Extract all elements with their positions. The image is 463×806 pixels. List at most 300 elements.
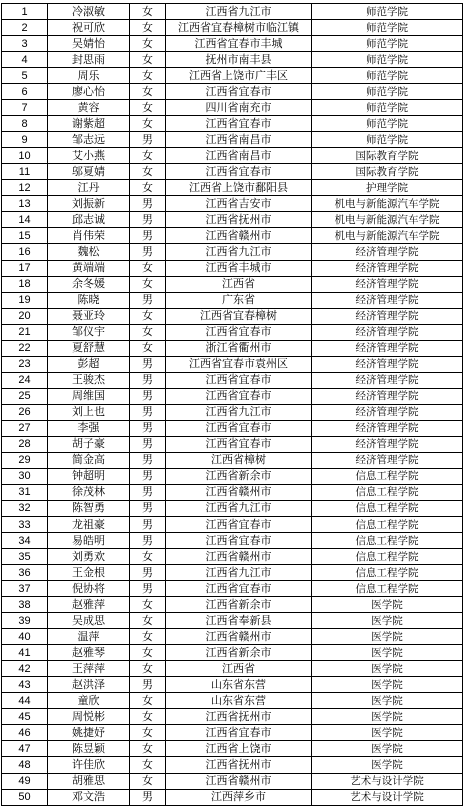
table-row <box>2 420 463 436</box>
table-row <box>2 308 463 324</box>
origin-cell: 江西省抚州市 <box>166 757 312 773</box>
origin-cell: 江西省宜春市 <box>166 388 312 404</box>
gender-cell: 女 <box>130 741 166 757</box>
name-cell: 邹志远 <box>48 132 130 148</box>
gender-cell: 女 <box>130 597 166 613</box>
row-number-cell: 17 <box>2 260 48 276</box>
row-number-cell: 24 <box>2 372 48 388</box>
name-cell: 艾小燕 <box>48 148 130 164</box>
name-cell: 邹仪宇 <box>48 324 130 340</box>
row-number-cell: 40 <box>2 629 48 645</box>
table-body <box>2 4 463 806</box>
table-row <box>2 741 463 757</box>
college-cell: 经济管理学院 <box>312 260 463 276</box>
table-row <box>2 372 463 388</box>
gender-cell: 男 <box>130 581 166 597</box>
gender-cell: 男 <box>130 372 166 388</box>
table-row <box>2 68 463 84</box>
gender-cell: 男 <box>130 468 166 484</box>
row-number-cell: 32 <box>2 500 48 516</box>
origin-cell: 江西省新余市 <box>166 597 312 613</box>
origin-cell: 江西省樟树 <box>166 452 312 468</box>
origin-cell: 江西省南昌市 <box>166 148 312 164</box>
table-row <box>2 452 463 468</box>
name-cell: 许佳欣 <box>48 757 130 773</box>
name-cell: 谢紫超 <box>48 116 130 132</box>
origin-cell: 江西省 <box>166 276 312 292</box>
gender-cell: 女 <box>130 52 166 68</box>
origin-cell: 江西省赣州市 <box>166 228 312 244</box>
gender-cell: 女 <box>130 661 166 677</box>
row-number-cell: 49 <box>2 773 48 789</box>
name-cell: 赵洪泽 <box>48 677 130 693</box>
row-number-cell: 10 <box>2 148 48 164</box>
gender-cell: 女 <box>130 773 166 789</box>
name-cell: 黄容 <box>48 100 130 116</box>
row-number-cell: 38 <box>2 597 48 613</box>
college-cell: 经济管理学院 <box>312 372 463 388</box>
gender-cell: 女 <box>130 164 166 180</box>
table-row <box>2 565 463 581</box>
college-cell: 信息工程学院 <box>312 581 463 597</box>
college-cell: 艺术与设计学院 <box>312 789 463 805</box>
name-cell: 李强 <box>48 420 130 436</box>
row-number-cell: 2 <box>2 20 48 36</box>
name-cell: 温萍 <box>48 629 130 645</box>
origin-cell: 江西省 <box>166 661 312 677</box>
gender-cell: 女 <box>130 276 166 292</box>
table-row <box>2 132 463 148</box>
name-cell: 陈昱颖 <box>48 741 130 757</box>
college-cell: 经济管理学院 <box>312 356 463 372</box>
row-number-cell: 33 <box>2 517 48 533</box>
name-cell: 邬夏婧 <box>48 164 130 180</box>
gender-cell: 女 <box>130 340 166 356</box>
college-cell: 医学院 <box>312 725 463 741</box>
table-row <box>2 100 463 116</box>
row-number-cell: 4 <box>2 52 48 68</box>
origin-cell: 江西省宜春市 <box>166 725 312 741</box>
name-cell: 邓文浩 <box>48 789 130 805</box>
row-number-cell: 28 <box>2 436 48 452</box>
origin-cell: 江西省宜春樟树 <box>166 308 312 324</box>
gender-cell: 男 <box>130 789 166 805</box>
origin-cell: 江西省宜春市 <box>166 372 312 388</box>
gender-cell: 女 <box>130 725 166 741</box>
row-number-cell: 47 <box>2 741 48 757</box>
table-row <box>2 228 463 244</box>
college-cell: 医学院 <box>312 661 463 677</box>
row-number-cell: 30 <box>2 468 48 484</box>
row-number-cell: 18 <box>2 276 48 292</box>
origin-cell: 江西省抚州市 <box>166 212 312 228</box>
college-cell: 信息工程学院 <box>312 549 463 565</box>
college-cell: 机电与新能源汽车学院 <box>312 212 463 228</box>
table-row <box>2 36 463 52</box>
table-row <box>2 677 463 693</box>
gender-cell: 男 <box>130 420 166 436</box>
name-cell: 肖伟荣 <box>48 228 130 244</box>
gender-cell: 女 <box>130 709 166 725</box>
college-cell: 医学院 <box>312 741 463 757</box>
table-row <box>2 180 463 196</box>
gender-cell: 女 <box>130 260 166 276</box>
college-cell: 师范学院 <box>312 132 463 148</box>
college-cell: 经济管理学院 <box>312 244 463 260</box>
row-number-cell: 34 <box>2 533 48 549</box>
college-cell: 艺术与设计学院 <box>312 773 463 789</box>
origin-cell: 山东省东营 <box>166 677 312 693</box>
college-cell: 机电与新能源汽车学院 <box>312 196 463 212</box>
gender-cell: 男 <box>130 404 166 420</box>
origin-cell: 江西省新余市 <box>166 468 312 484</box>
name-cell: 周悦彬 <box>48 709 130 725</box>
table-row <box>2 292 463 308</box>
gender-cell: 男 <box>130 533 166 549</box>
table-row <box>2 148 463 164</box>
origin-cell: 江西省赣州市 <box>166 773 312 789</box>
college-cell: 师范学院 <box>312 116 463 132</box>
college-cell: 经济管理学院 <box>312 404 463 420</box>
row-number-cell: 11 <box>2 164 48 180</box>
row-number-cell: 23 <box>2 356 48 372</box>
college-cell: 信息工程学院 <box>312 565 463 581</box>
gender-cell: 男 <box>130 677 166 693</box>
row-number-cell: 27 <box>2 420 48 436</box>
row-number-cell: 3 <box>2 36 48 52</box>
row-number-cell: 37 <box>2 581 48 597</box>
gender-cell: 女 <box>130 308 166 324</box>
table-row <box>2 597 463 613</box>
origin-cell: 江西省赣州市 <box>166 629 312 645</box>
college-cell: 经济管理学院 <box>312 276 463 292</box>
gender-cell: 男 <box>130 132 166 148</box>
gender-cell: 女 <box>130 68 166 84</box>
name-cell: 简金高 <box>48 452 130 468</box>
row-number-cell: 26 <box>2 404 48 420</box>
table-row <box>2 52 463 68</box>
table-row <box>2 757 463 773</box>
name-cell: 王金根 <box>48 565 130 581</box>
origin-cell: 江西省宜春市 <box>166 581 312 597</box>
name-cell: 胡子豪 <box>48 436 130 452</box>
origin-cell: 江西省上饶市广丰区 <box>166 68 312 84</box>
name-cell: 童欣 <box>48 693 130 709</box>
row-number-cell: 8 <box>2 116 48 132</box>
gender-cell: 男 <box>130 356 166 372</box>
row-number-cell: 42 <box>2 661 48 677</box>
origin-cell: 江西省丰城市 <box>166 260 312 276</box>
origin-cell: 江西省九江市 <box>166 4 312 20</box>
name-cell: 倪协将 <box>48 581 130 597</box>
name-cell: 刘振新 <box>48 196 130 212</box>
name-cell: 钟超明 <box>48 468 130 484</box>
gender-cell: 男 <box>130 388 166 404</box>
table-row <box>2 404 463 420</box>
gender-cell: 男 <box>130 196 166 212</box>
row-number-cell: 14 <box>2 212 48 228</box>
college-cell: 国际教育学院 <box>312 164 463 180</box>
gender-cell: 女 <box>130 180 166 196</box>
college-cell: 师范学院 <box>312 68 463 84</box>
college-cell: 信息工程学院 <box>312 517 463 533</box>
name-cell: 彭超 <box>48 356 130 372</box>
table-row <box>2 773 463 789</box>
origin-cell: 江西省上饶市鄱阳县 <box>166 180 312 196</box>
origin-cell: 江西省奉新县 <box>166 613 312 629</box>
college-cell: 信息工程学院 <box>312 484 463 500</box>
row-number-cell: 31 <box>2 484 48 500</box>
college-cell: 国际教育学院 <box>312 148 463 164</box>
name-cell: 刘勇欢 <box>48 549 130 565</box>
row-number-cell: 29 <box>2 452 48 468</box>
gender-cell: 男 <box>130 517 166 533</box>
table-row <box>2 693 463 709</box>
name-cell: 胡雅思 <box>48 773 130 789</box>
row-number-cell: 16 <box>2 244 48 260</box>
row-number-cell: 21 <box>2 324 48 340</box>
row-number-cell: 5 <box>2 68 48 84</box>
college-cell: 医学院 <box>312 693 463 709</box>
college-cell: 师范学院 <box>312 84 463 100</box>
name-cell: 赵雅萍 <box>48 597 130 613</box>
gender-cell: 男 <box>130 484 166 500</box>
gender-cell: 女 <box>130 629 166 645</box>
row-number-cell: 46 <box>2 725 48 741</box>
table-row <box>2 517 463 533</box>
college-cell: 医学院 <box>312 613 463 629</box>
row-number-cell: 50 <box>2 789 48 805</box>
college-cell: 师范学院 <box>312 100 463 116</box>
origin-cell: 江西省宜春市 <box>166 324 312 340</box>
gender-cell: 男 <box>130 500 166 516</box>
row-number-cell: 19 <box>2 292 48 308</box>
name-cell: 姚捷妤 <box>48 725 130 741</box>
college-cell: 医学院 <box>312 677 463 693</box>
gender-cell: 男 <box>130 436 166 452</box>
row-number-cell: 9 <box>2 132 48 148</box>
table-row <box>2 196 463 212</box>
row-number-cell: 43 <box>2 677 48 693</box>
row-number-cell: 45 <box>2 709 48 725</box>
row-number-cell: 15 <box>2 228 48 244</box>
origin-cell: 江西省宜春市 <box>166 436 312 452</box>
table-row <box>2 388 463 404</box>
table-row <box>2 468 463 484</box>
table-row <box>2 340 463 356</box>
origin-cell: 江西省九江市 <box>166 244 312 260</box>
gender-cell: 男 <box>130 228 166 244</box>
college-cell: 信息工程学院 <box>312 533 463 549</box>
name-cell: 陈智勇 <box>48 500 130 516</box>
gender-cell: 女 <box>130 613 166 629</box>
name-cell: 赵雅琴 <box>48 645 130 661</box>
table-row <box>2 356 463 372</box>
college-cell: 医学院 <box>312 757 463 773</box>
gender-cell: 女 <box>130 757 166 773</box>
gender-cell: 女 <box>130 84 166 100</box>
table-row <box>2 629 463 645</box>
name-cell: 江丹 <box>48 180 130 196</box>
table-row <box>2 260 463 276</box>
table-row <box>2 645 463 661</box>
gender-cell: 男 <box>130 292 166 308</box>
name-cell: 刘上也 <box>48 404 130 420</box>
name-cell: 吴婧怡 <box>48 36 130 52</box>
college-cell: 师范学院 <box>312 4 463 20</box>
name-cell: 王萍萍 <box>48 661 130 677</box>
college-cell: 机电与新能源汽车学院 <box>312 228 463 244</box>
college-cell: 师范学院 <box>312 52 463 68</box>
student-roster-table <box>1 3 463 806</box>
college-cell: 经济管理学院 <box>312 340 463 356</box>
origin-cell: 江西省新余市 <box>166 645 312 661</box>
college-cell: 师范学院 <box>312 36 463 52</box>
college-cell: 信息工程学院 <box>312 500 463 516</box>
table-row <box>2 661 463 677</box>
name-cell: 冷淑敏 <box>48 4 130 20</box>
origin-cell: 江西省宜春市 <box>166 517 312 533</box>
college-cell: 经济管理学院 <box>312 436 463 452</box>
origin-cell: 江西省宜春市 <box>166 164 312 180</box>
name-cell: 夏舒慧 <box>48 340 130 356</box>
name-cell: 龙祖豪 <box>48 517 130 533</box>
table-row <box>2 549 463 565</box>
college-cell: 师范学院 <box>312 20 463 36</box>
table-row <box>2 276 463 292</box>
row-number-cell: 7 <box>2 100 48 116</box>
table-row <box>2 244 463 260</box>
row-number-cell: 22 <box>2 340 48 356</box>
table-row <box>2 500 463 516</box>
table-row <box>2 789 463 805</box>
gender-cell: 男 <box>130 212 166 228</box>
origin-cell: 江西省宜春市 <box>166 533 312 549</box>
gender-cell: 女 <box>130 20 166 36</box>
college-cell: 护理学院 <box>312 180 463 196</box>
name-cell: 余冬媛 <box>48 276 130 292</box>
origin-cell: 江西省上饶市 <box>166 741 312 757</box>
college-cell: 经济管理学院 <box>312 324 463 340</box>
name-cell: 邱志诚 <box>48 212 130 228</box>
table-row <box>2 484 463 500</box>
table-row <box>2 116 463 132</box>
row-number-cell: 20 <box>2 308 48 324</box>
table-row <box>2 164 463 180</box>
gender-cell: 男 <box>130 452 166 468</box>
college-cell: 经济管理学院 <box>312 308 463 324</box>
origin-cell: 广东省 <box>166 292 312 308</box>
table-row <box>2 613 463 629</box>
gender-cell: 女 <box>130 116 166 132</box>
row-number-cell: 48 <box>2 757 48 773</box>
origin-cell: 江西省南昌市 <box>166 132 312 148</box>
origin-cell: 江西省宜春市 <box>166 420 312 436</box>
row-number-cell: 44 <box>2 693 48 709</box>
row-number-cell: 39 <box>2 613 48 629</box>
name-cell: 黄端端 <box>48 260 130 276</box>
origin-cell: 江西省九江市 <box>166 404 312 420</box>
gender-cell: 男 <box>130 244 166 260</box>
origin-cell: 江西省九江市 <box>166 565 312 581</box>
college-cell: 信息工程学院 <box>312 468 463 484</box>
name-cell: 易皓明 <box>48 533 130 549</box>
gender-cell: 女 <box>130 324 166 340</box>
college-cell: 经济管理学院 <box>312 452 463 468</box>
origin-cell: 江西省吉安市 <box>166 196 312 212</box>
origin-cell: 江西省宜春市 <box>166 116 312 132</box>
gender-cell: 女 <box>130 148 166 164</box>
name-cell: 王骏杰 <box>48 372 130 388</box>
origin-cell: 江西省抚州市 <box>166 709 312 725</box>
college-cell: 医学院 <box>312 709 463 725</box>
origin-cell: 江西省宜春市丰城 <box>166 36 312 52</box>
name-cell: 周维国 <box>48 388 130 404</box>
row-number-cell: 25 <box>2 388 48 404</box>
name-cell: 聂亚玲 <box>48 308 130 324</box>
row-number-cell: 6 <box>2 84 48 100</box>
college-cell: 医学院 <box>312 645 463 661</box>
college-cell: 经济管理学院 <box>312 420 463 436</box>
name-cell: 吴成思 <box>48 613 130 629</box>
gender-cell: 女 <box>130 645 166 661</box>
gender-cell: 女 <box>130 693 166 709</box>
table-row <box>2 20 463 36</box>
row-number-cell: 41 <box>2 645 48 661</box>
table-row <box>2 4 463 20</box>
name-cell: 祝可欣 <box>48 20 130 36</box>
origin-cell: 江西省赣州市 <box>166 484 312 500</box>
origin-cell: 四川省南充市 <box>166 100 312 116</box>
table-row <box>2 709 463 725</box>
name-cell: 徐茂林 <box>48 484 130 500</box>
name-cell: 廖心怡 <box>48 84 130 100</box>
origin-cell: 江西省宜春市 <box>166 84 312 100</box>
origin-cell: 抚州市南丰县 <box>166 52 312 68</box>
row-number-cell: 36 <box>2 565 48 581</box>
gender-cell: 女 <box>130 4 166 20</box>
name-cell: 封思雨 <box>48 52 130 68</box>
gender-cell: 男 <box>130 565 166 581</box>
origin-cell: 江西省宜春市袁州区 <box>166 356 312 372</box>
table-row <box>2 324 463 340</box>
table-row <box>2 212 463 228</box>
name-cell: 陈晓 <box>48 292 130 308</box>
origin-cell: 江西萍乡市 <box>166 789 312 805</box>
row-number-cell: 13 <box>2 196 48 212</box>
table-row <box>2 84 463 100</box>
name-cell: 周乐 <box>48 68 130 84</box>
row-number-cell: 35 <box>2 549 48 565</box>
origin-cell: 江西省宜春樟树市临江镇 <box>166 20 312 36</box>
table-row <box>2 533 463 549</box>
college-cell: 医学院 <box>312 629 463 645</box>
gender-cell: 女 <box>130 100 166 116</box>
origin-cell: 山东省东营 <box>166 693 312 709</box>
college-cell: 经济管理学院 <box>312 292 463 308</box>
gender-cell: 女 <box>130 549 166 565</box>
gender-cell: 女 <box>130 36 166 52</box>
college-cell: 经济管理学院 <box>312 388 463 404</box>
origin-cell: 江西省赣州市 <box>166 549 312 565</box>
row-number-cell: 1 <box>2 4 48 20</box>
table-row <box>2 581 463 597</box>
table-row <box>2 725 463 741</box>
name-cell: 魏松 <box>48 244 130 260</box>
origin-cell: 浙江省衢州市 <box>166 340 312 356</box>
row-number-cell: 12 <box>2 180 48 196</box>
origin-cell: 江西省九江市 <box>166 500 312 516</box>
